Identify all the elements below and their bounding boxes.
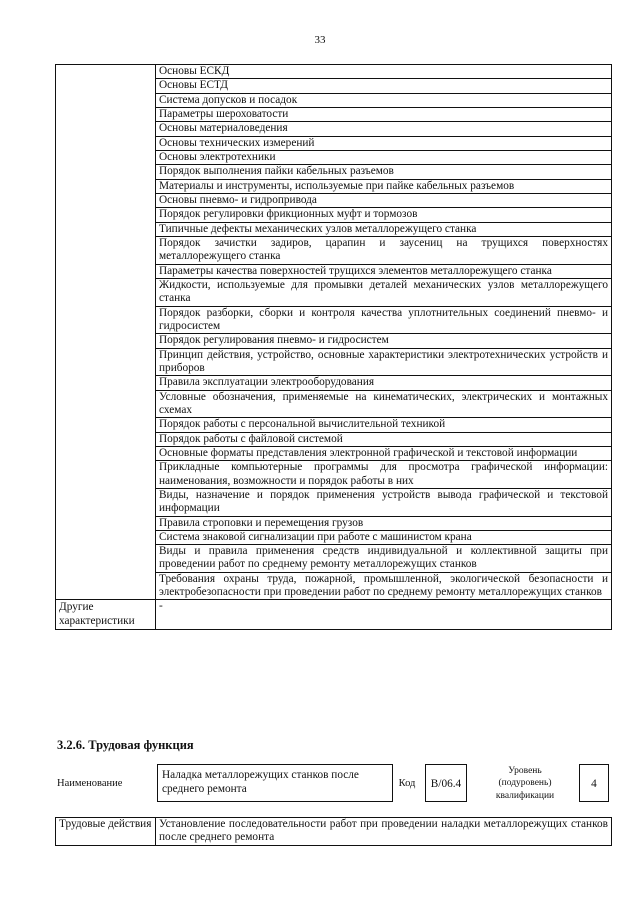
- other-characteristics-row: [56, 600, 612, 630]
- function-name-box: Наладка металлорежущих станков после среднего ремонта: [157, 764, 393, 802]
- knowledge-item: Основы ЕСТД: [156, 79, 612, 93]
- knowledge-item: Основы ЕСКД: [156, 65, 612, 79]
- code-box: B/06.4: [425, 764, 467, 802]
- knowledge-item: Основы технических измерений: [156, 136, 612, 150]
- knowledge-item: Система знаковой сигнализации при работе с машинистом крана: [156, 530, 612, 544]
- level-label: Уровень (подуровень) квалификации: [495, 766, 555, 801]
- knowledge-table: [55, 64, 612, 630]
- actions-table: [55, 817, 612, 846]
- other-characteristics-label: Другие характеристики: [56, 600, 156, 630]
- knowledge-item: Жидкости, используемые для промывки деталей механических узлов металлорежущего станка: [156, 278, 612, 306]
- knowledge-item: Требования охраны труда, пожарной, промышленной, экологической безопасности и электробезопасности при проведении работ по среднему ремонту металлорежущих станков: [156, 572, 612, 600]
- knowledge-item: Система допусков и посадок: [156, 93, 612, 107]
- other-characteristics-value: -: [156, 600, 612, 630]
- knowledge-item: Параметры качества поверхностей трущихся элементов металлорежущего станка: [156, 264, 612, 278]
- page-number: 33: [314, 34, 326, 46]
- section-title: 3.2.6. Трудовая функция: [57, 738, 194, 752]
- knowledge-item: Правила эксплуатации электрооборудования: [156, 376, 612, 390]
- knowledge-item: Прикладные компьютерные программы для просмотра графической информации: наименования, возможности и порядок работы в них: [156, 461, 612, 489]
- knowledge-item: Основы электротехники: [156, 150, 612, 164]
- knowledge-item: Принцип действия, устройство, основные характеристики электротехнических устройств и приборов: [156, 348, 612, 376]
- code-label: Код: [398, 778, 416, 789]
- knowledge-item: Виды, назначение и порядок применения устройств вывода графической и текстовой информации: [156, 488, 612, 516]
- level-box: 4: [579, 764, 609, 802]
- knowledge-item: Порядок работы с файловой системой: [156, 432, 612, 446]
- knowledge-item: Порядок регулирования пневмо- и гидросистем: [156, 334, 612, 348]
- knowledge-item: Основы материаловедения: [156, 122, 612, 136]
- knowledge-item: Правила строповки и перемещения грузов: [156, 516, 612, 530]
- knowledge-item: Материалы и инструменты, используемые при пайке кабельных разъемов: [156, 179, 612, 193]
- knowledge-item: Порядок зачистки задиров, царапин и заусениц на трущихся поверхностях металлорежущего станка: [156, 236, 612, 264]
- knowledge-item: Порядок работы с персональной вычислительной техникой: [156, 418, 612, 432]
- knowledge-item: Условные обозначения, применяемые на кинематических, электрических и монтажных схемах: [156, 390, 612, 418]
- knowledge-item: Основы пневмо- и гидропривода: [156, 193, 612, 207]
- labor-function-header: [57, 762, 611, 806]
- actions-value: Установление последовательности работ при проведении наладки металлорежущих станков после среднего ремонта: [156, 818, 612, 846]
- knowledge-item: Порядок выполнения пайки кабельных разъемов: [156, 165, 612, 179]
- knowledge-item: Порядок регулировки фрикционных муфт и тормозов: [156, 208, 612, 222]
- knowledge-item: Виды и правила применения средств индивидуальной и коллективной защиты при проведении работ по среднему ремонту металлорежущих станков: [156, 545, 612, 573]
- actions-row: [56, 818, 612, 846]
- knowledge-item: Порядок разборки, сборки и контроля качества уплотнительных соединений пневмо- и гидросистем: [156, 306, 612, 334]
- knowledge-item: Основные форматы представления электронной графической и текстовой информации: [156, 446, 612, 460]
- knowledge-row: [56, 65, 612, 79]
- name-label: Наименование: [57, 778, 123, 789]
- actions-label: Трудовые действия: [56, 818, 156, 846]
- knowledge-item: Параметры шероховатости: [156, 107, 612, 121]
- knowledge-left-cell: [56, 65, 156, 600]
- knowledge-item: Типичные дефекты механических узлов металлорежущего станка: [156, 222, 612, 236]
